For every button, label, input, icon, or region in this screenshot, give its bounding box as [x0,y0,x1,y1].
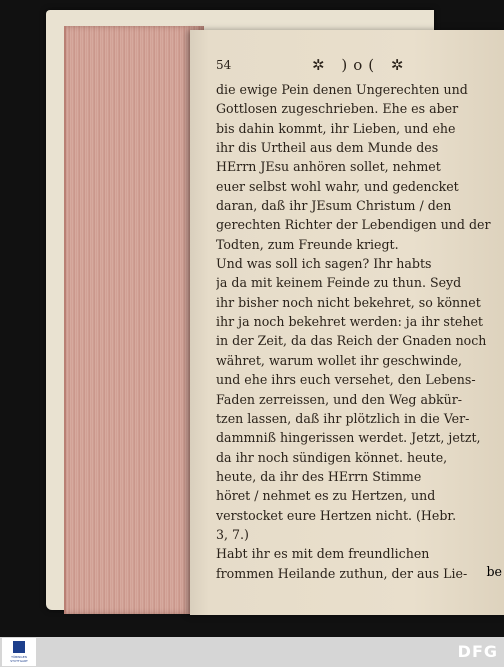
text-line: Faden zerreissen, und den Weg abkür- [216,391,463,407]
text-line: frommen Heilande zuthun, der aus Lie- [216,565,468,581]
text-line: bis dahin kommt, ihr Lieben, und ehe [216,120,456,136]
text-line: in der Zeit, da das Reich der Gnaden noch [216,333,487,349]
header-ornament: ✲ )o( ✲ [312,56,410,74]
page-text [216,58,504,583]
text-line: ihr dis Urtheil aus dem Munde des [216,140,439,156]
text-line: da ihr noch sündigen könnet. heute, [216,449,448,465]
dfg-logo: DFG [457,642,498,661]
page-number: 54 [216,58,232,72]
text-line: ihr bisher noch nicht bekehret, so könnet [216,294,481,310]
book [40,10,504,610]
footer-bar [0,637,504,667]
text-line: ja da mit keinem Feinde zu thun. Seyd [216,275,462,291]
text-line: Habt ihr es mit dem freundlichen [216,546,430,562]
page-edges [64,26,204,614]
library-logo [2,638,36,666]
text-lines [216,80,504,583]
text-line: höret / nehmet es zu Hertzen, und [216,488,436,504]
text-line: und ehe ihrs euch versehet, den Lebens- [216,372,476,388]
text-line: verstocket eure Hertzen nicht. (Hebr. [216,507,457,523]
book-page [190,30,504,615]
text-line: HErrn JEsu anhören sollet, nehmet [216,159,441,175]
text-line: dammniß hingerissen werdet. Jetzt, jetzt, [216,430,481,446]
text-line: gerechten Richter der Lebendigen und der [216,217,491,233]
page-header [216,58,504,80]
text-line: Gottlosen zugeschrieben. Ehe es aber [216,101,459,117]
text-line: ihr ja noch bekehret werden: ja ihr stehet [216,314,483,330]
library-logo-text: TÜBINGEN STUTTGART [10,655,28,663]
text-line: währet, warum wollet ihr geschwinde, [216,352,462,368]
text-line: heute, da ihr des HErrn Stimme [216,468,422,484]
text-line: Und was soll ich sagen? Ihr habts [216,256,432,272]
text-line: tzen lassen, daß ihr plötzlich in die Ver- [216,410,470,426]
catchword: be [486,564,502,579]
text-line: 3, 7.) [216,526,249,542]
text-line: Todten, zum Freunde kriegt. [216,236,399,252]
text-line: euer selbst wohl wahr, und gedencket [216,178,459,194]
library-logo-icon [13,641,25,653]
text-line: daran, daß ihr JEsum Christum / den [216,198,452,214]
text-line: die ewige Pein denen Ungerechten und [216,82,468,97]
